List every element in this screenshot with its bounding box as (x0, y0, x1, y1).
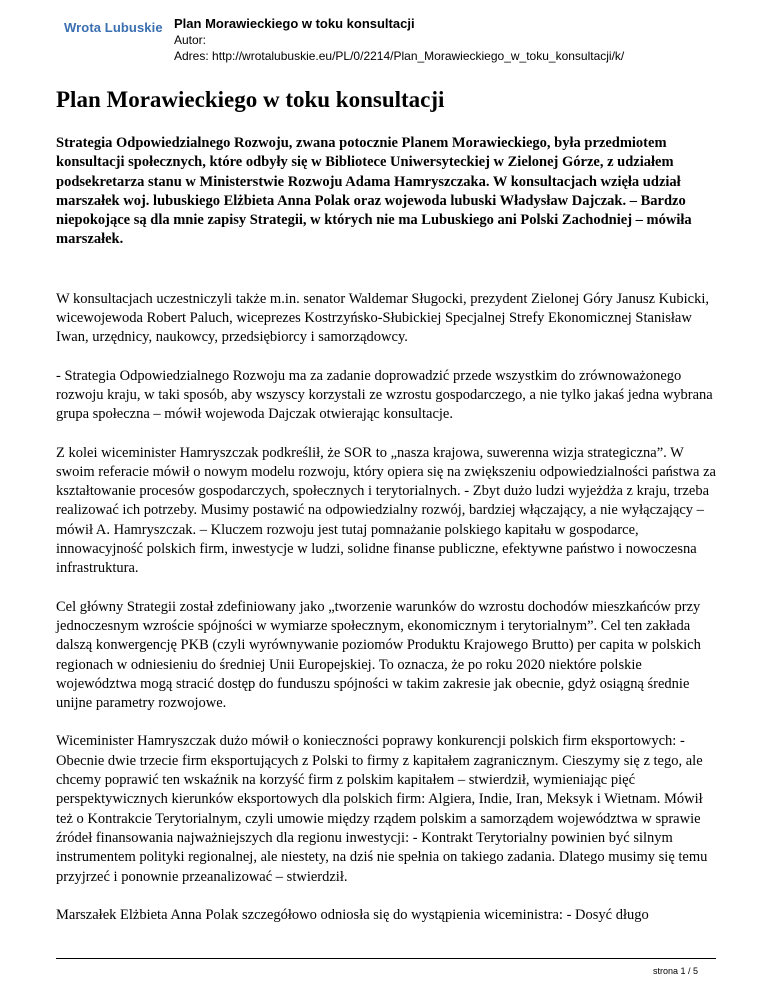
source-address: Adres: http://wrotalubuskie.eu/PL/0/2214/Plan_Morawieckiego_w_toku_konsultacji/k/ (174, 49, 625, 63)
paragraph: Cel główny Strategii został zdefiniowany jako „tworzenie warunków do wzrostu dochodów mieszkańców przy jednoczesnym wzroście spójności w wymiarze społecznym, ekonomicznym i terytorialnym”. Cel ten zakłada dalszą konwergencję PKB (czyli wyrównywanie poziomów Produktu Krajowego Brutto) per capita w polskich regionach w odniesieniu do średniej Unii Europejskiej. To oznacza, że po roku 2020 niektóre polskie województwa mogą stracić dostęp do funduszu spójności w takim zakresie jak obecnie, gdyż osiągną średnie unijne parametry rozwojowe. (56, 598, 701, 712)
paragraph: Wiceminister Hamryszczak dużo mówił o konieczności poprawy konkurencji polskich firm eksportowych: - Obecnie dwie trzecie firm eksportujących z Polski to firmy z kapitałem zagranicznym. Cieszymy się z tego, ale chcemy poprawić ten wskaźnik na korzyść firm z polskim kapitałem – stwierdził, wymieniając pięć perspektywicznych kierunków eksportowych dla polskich firm: Algiera, Indie, Iran, Meksyk i Wietnam. Mówił też o Kontrakcie Terytorialnym, czyli umowie między rządem polskim a samorządem województwa w sprawie źródeł finansowania najważniejszych dla regionu inwestycji: - Kontrakt Terytorialny powinien być silnym instrumentem polityki regionalnej, ale niestety, na dziś nie spełnia on takiego zadania. Dlatego musimy się temu przyjrzeć i ponownie przeanalizować – stwierdził. (56, 733, 708, 885)
article-title: Plan Morawieckiego w toku konsultacji (56, 87, 445, 112)
header-title: Plan Morawieckiego w toku konsultacji (174, 16, 415, 31)
paragraph: Z kolei wiceminister Hamryszczak podkreślił, że SOR to „nasza krajowa, suwerenna wizja strategiczna”. W swoim referacie mówił o nowym modelu rozwoju, który opiera się na zwiększeniu odpowiedzialności państwa za kształtowanie procesów gospodarczych, społecznych i terytorialnych. - Zbyt dużo ludzi wyjeżdża z kraju, trzeba realizować ich potrzeby. Musimy postawić na odpowiedzialny rozwój, bardziej włączający, a nie wyłączający – mówił A. Hamryszczak. – Kluczem rozwoju jest tutaj pomnażanie polskiego kapitału w gospodarce, innowacyjność polskich firm, inwestycje w ludzi, solidne finanse publiczne, efektywne państwo i nowoczesna infrastruktura. (56, 444, 716, 577)
paragraph: - Strategia Odpowiedzialnego Rozwoju ma za zadanie doprowadzić przede wszystkim do zrównoważonego rozwoju kraju, w taki sposób, aby wszyscy korzystali ze wzrostu gospodarczego, a nie tylko jakaś jedna wybrana grupa społeczna – mówił wojewoda Dajczak otwierając konsultacje. (56, 367, 713, 423)
paragraph: Marszałek Elżbieta Anna Polak szczegółowo odniosła się do wystąpienia wiceministra: - Dosyć długo (56, 906, 649, 923)
document-meta (174, 16, 624, 64)
article-lead: Strategia Odpowiedzialnego Rozwoju, zwana potocznie Planem Morawieckiego, była przedmiotem konsultacji społecznych, które odbyły się w Bibliotece Uniwersyteckiej w Zielonej Górze, z udziałem podsekretarza stanu w Ministerstwie Rozwoju Adama Hamryszczaka. W konsultacjach wzięła udział marszałek woj. lubuskiego Elżbieta Anna Polak oraz wojewoda lubuski Władysław Dajczak. – Bardzo niepokojące są dla mnie zapisy Strategii, w których nie ma Lubuskiego ani Polski Zachodniej – mówiła marszałek. (56, 135, 692, 248)
page-header (0, 0, 768, 70)
footer-divider (56, 958, 716, 959)
page-number: strona 1 / 5 (652, 966, 698, 976)
site-logo: Wrota Lubuskie (64, 20, 163, 35)
paragraph: W konsultacjach uczestniczyli także m.in. senator Waldemar Sługocki, prezydent Zielonej Góry Janusz Kubicki, wicewojewoda Robert Paluch, wiceprezes Kostrzyńsko-Słubickiej Specjalnej Strefy Ekonomicznej Stanisław Iwan, urzędnicy, naukowcy, przedsiębiorcy i samorządowcy. (56, 290, 710, 346)
author-label: Autor: (174, 33, 207, 47)
article (56, 86, 716, 944)
